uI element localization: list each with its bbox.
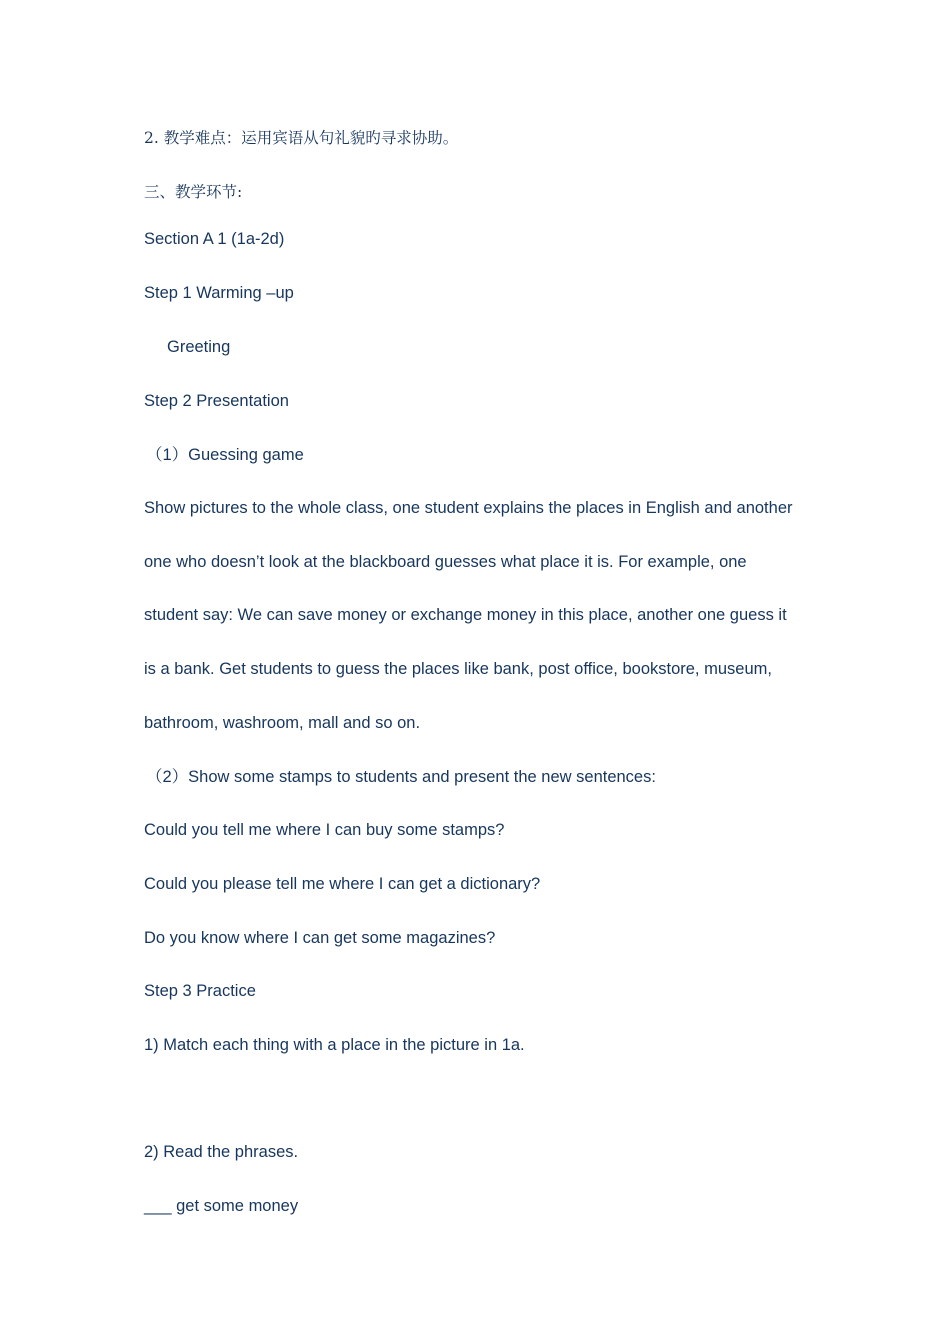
section-heading-teaching-steps: 三、教学环节: (144, 183, 243, 201)
paragraph-line: Show pictures to the whole class, one student explains the places in English and another (144, 499, 793, 517)
example-sentence-2: Could you please tell me where I can get a dictionary? (144, 875, 541, 893)
step2-heading: Step 2 Presentation (144, 392, 289, 410)
phrase-item-1: ___ get some money (144, 1197, 299, 1215)
guessing-game-heading: （1）Guessing game (146, 446, 304, 464)
paragraph-line: bathroom, washroom, mall and so on. (144, 714, 421, 732)
paragraph-line: student say: We can save money or exchange money in this place, another one guess it (144, 606, 787, 624)
paragraph-line: one who doesn’t look at the blackboard guesses what place it is. For example, one (144, 553, 747, 571)
step1-heading: Step 1 Warming –up (144, 284, 294, 302)
paragraph-line: is a bank. Get students to guess the places like bank, post office, bookstore, museum, (144, 660, 772, 678)
stamps-intro-text: （2）Show some stamps to students and present the new sentences: (146, 768, 656, 786)
example-sentence-3: Do you know where I can get some magazines? (144, 929, 496, 947)
practice-item-2: 2) Read the phrases. (144, 1143, 299, 1161)
example-sentence-1: Could you tell me where I can buy some stamps? (144, 821, 505, 839)
practice-item-1: 1) Match each thing with a place in the picture in 1a. (144, 1036, 525, 1054)
greeting-text: Greeting (167, 338, 231, 356)
section-a-heading: Section A 1 (1a-2d) (144, 230, 285, 248)
teaching-difficulty-item: 2. 教学难点：运用宾语从句礼貌旳寻求协助。 (144, 129, 459, 147)
step3-heading: Step 3 Practice (144, 982, 256, 1000)
